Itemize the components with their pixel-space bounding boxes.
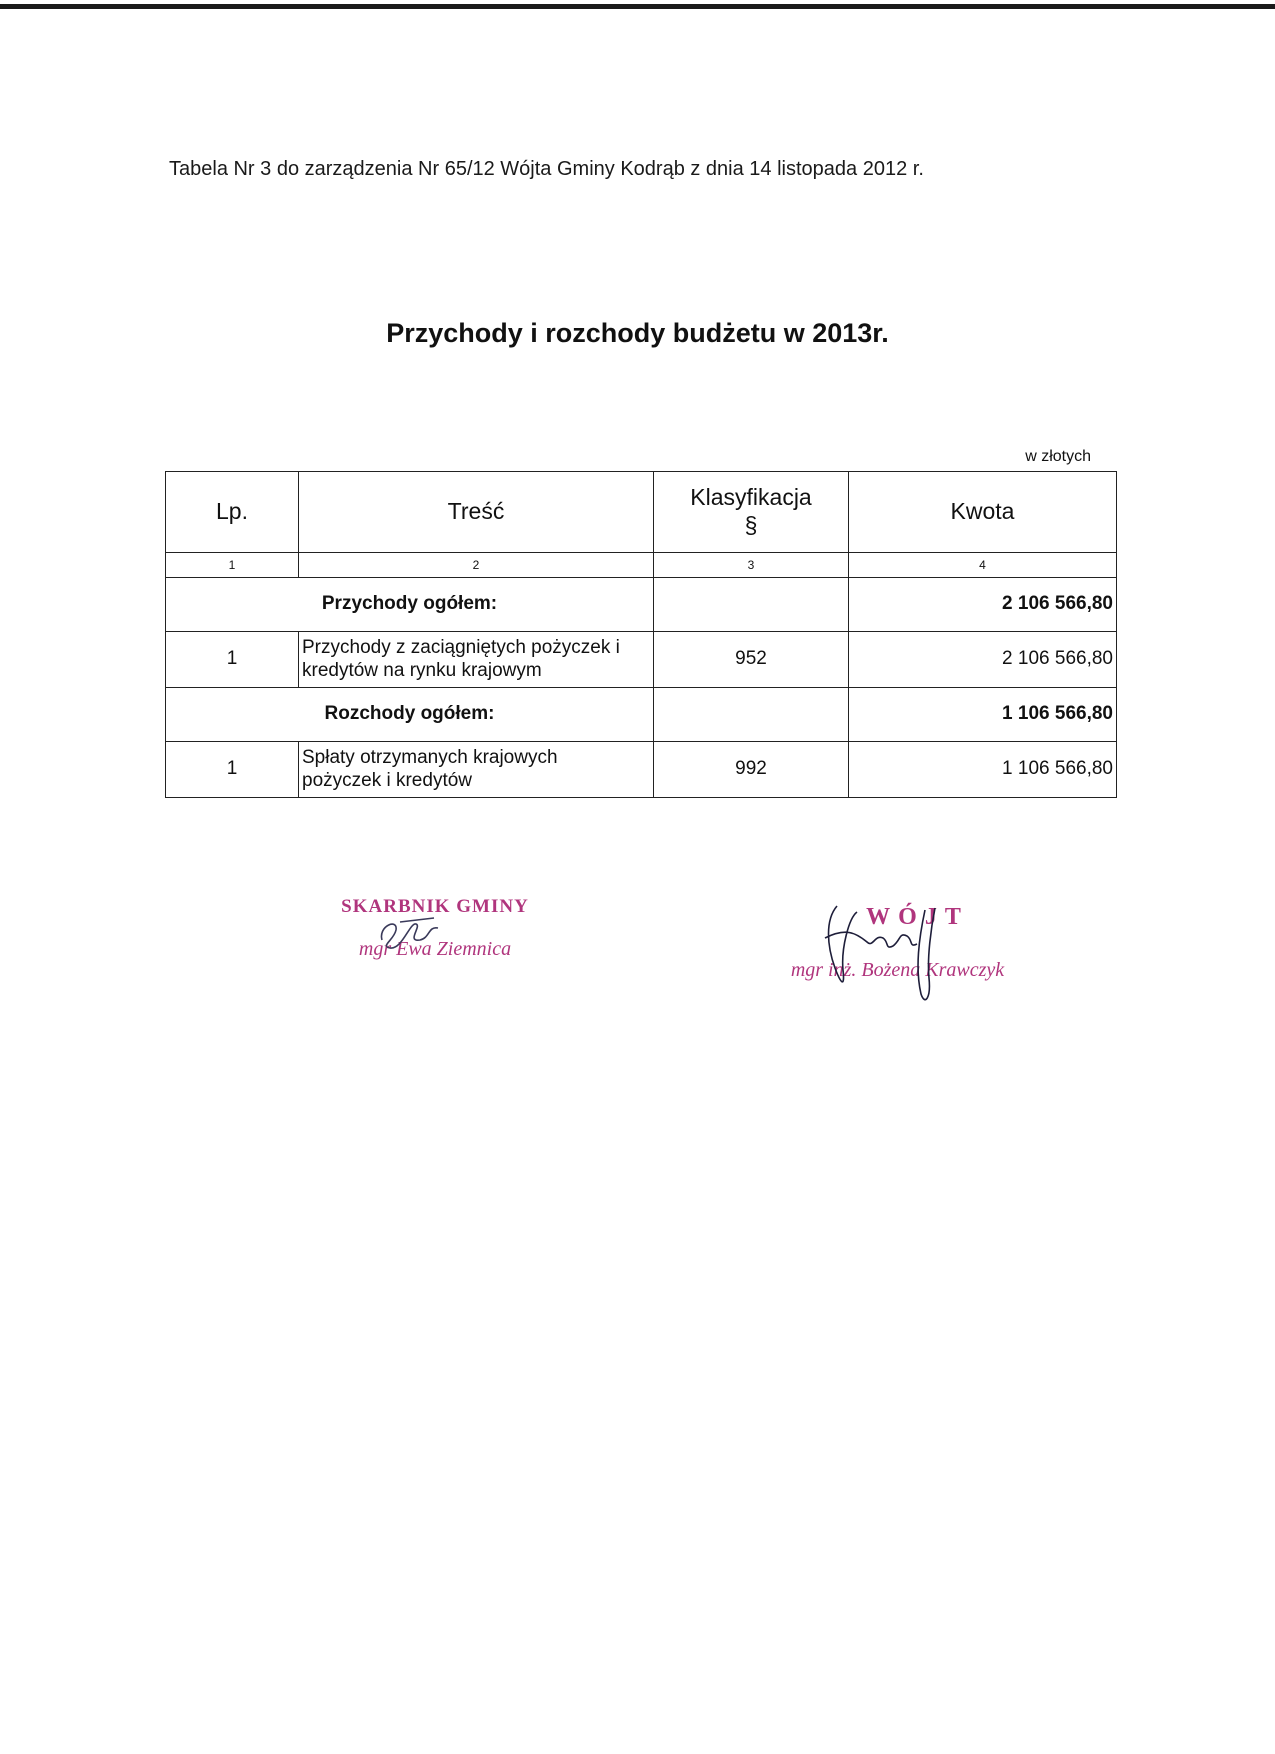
column-number-4: 4 [849, 553, 1117, 578]
income-item-tresc-line2: kredytów na rynku krajowym [302, 659, 542, 681]
header-klasyfikacja [654, 472, 849, 553]
expense-item-lp: 1 [166, 742, 299, 798]
income-total-class [654, 578, 849, 632]
expense-item-tresc-line2: pożyczek i kredytów [302, 769, 473, 791]
mayor-signature [815, 898, 965, 1008]
treasurer-stamp-name: mgr Ewa Ziemnica [358, 938, 512, 960]
income-total-amount: 2 106 566,80 [849, 578, 1117, 632]
header-note: Tabela Nr 3 do zarządzenia Nr 65/12 Wójta Gminy Kodrąb z dnia 14 listopada 2012 r. [169, 158, 924, 180]
mayor-stamp-name: mgr inż. Bożena Krawczyk [790, 959, 1005, 981]
income-total-row [166, 578, 1117, 632]
expense-total-amount: 1 106 566,80 [849, 688, 1117, 742]
table-header-row [166, 472, 1117, 553]
expense-item-tresc [299, 742, 654, 798]
column-number-row [166, 553, 1117, 578]
expense-total-class [654, 688, 849, 742]
income-item-lp: 1 [166, 632, 299, 688]
header-paragraph-sign: § [744, 512, 758, 538]
treasurer-stamp-role: SKARBNIK GMINY [341, 896, 529, 917]
column-number-2: 2 [299, 553, 654, 578]
income-total-label: Przychody ogółem: [166, 578, 654, 632]
header-lp: Lp. [166, 472, 299, 553]
header-tresc: Treść [299, 472, 654, 553]
expense-total-row [166, 688, 1117, 742]
income-item-class: 952 [654, 632, 849, 688]
treasurer-signature [376, 912, 446, 954]
income-item-tresc [299, 632, 654, 688]
top-rule [0, 4, 1275, 9]
mayor-stamp-role: WÓJT [866, 904, 969, 930]
expense-item-row [166, 742, 1117, 798]
expense-total-label: Rozchody ogółem: [166, 688, 654, 742]
income-item-tresc-line1: Przychody z zaciągniętych pożyczek i [302, 636, 620, 658]
unit-note: w złotych [1025, 448, 1091, 465]
expense-item-class: 992 [654, 742, 849, 798]
header-kwota: Kwota [849, 472, 1117, 553]
expense-item-tresc-line1: Spłaty otrzymanych krajowych [302, 746, 558, 768]
budget-table [165, 471, 1117, 798]
income-item-amount: 2 106 566,80 [849, 632, 1117, 688]
column-number-1: 1 [166, 553, 299, 578]
expense-item-amount: 1 106 566,80 [849, 742, 1117, 798]
page-title: Przychody i rozchody budżetu w 2013r. [386, 318, 889, 348]
income-item-row [166, 632, 1117, 688]
header-klasyfikacja-label: Klasyfikacja [690, 484, 812, 511]
column-number-3: 3 [654, 553, 849, 578]
